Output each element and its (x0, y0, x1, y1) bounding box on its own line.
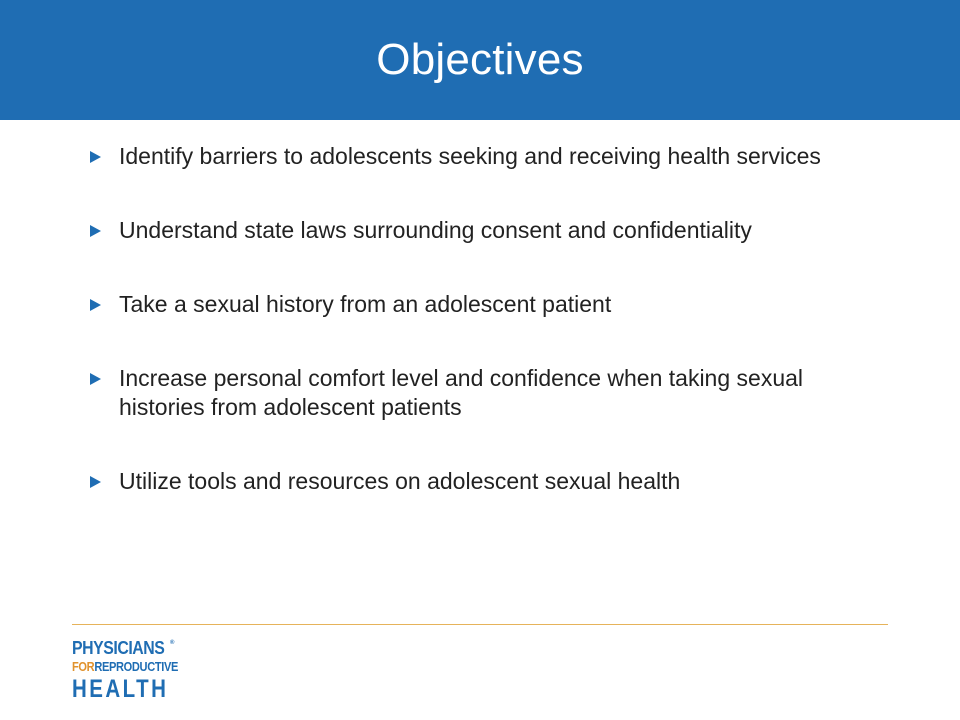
list-item (88, 364, 888, 422)
logo-reproductive: REPRODUCTIVE (94, 659, 179, 674)
physicians-for-reproductive-health-logo (72, 638, 182, 704)
arrow-bullet-icon (90, 476, 101, 488)
registered-mark: ® (170, 640, 175, 646)
logo-line-for-reproductive (72, 659, 178, 675)
logo-line-physicians: PHYSICIANS (72, 638, 165, 658)
logo-line-health: HEALTH (72, 675, 169, 703)
bullet-text: Utilize tools and resources on adolescent sexual health (119, 468, 681, 494)
list-item (88, 290, 888, 319)
logo-for: FOR (72, 659, 95, 674)
arrow-bullet-icon (90, 373, 101, 385)
arrow-bullet-icon (90, 151, 101, 163)
objectives-list (88, 142, 888, 541)
bullet-text: Identify barriers to adolescents seeking and receiving health services (119, 143, 821, 169)
bullet-text: Understand state laws surrounding consent and confidentiality (119, 217, 752, 243)
title-bar (0, 0, 960, 120)
list-item (88, 216, 888, 245)
list-item (88, 467, 888, 496)
list-item (88, 142, 888, 171)
bullet-text: Increase personal comfort level and confidence when taking sexual histories from adolescent patients (119, 365, 804, 420)
bullet-text: Take a sexual history from an adolescent patient (119, 291, 612, 317)
arrow-bullet-icon (90, 299, 101, 311)
slide-title: Objectives (376, 35, 584, 84)
footer-divider (72, 624, 888, 625)
arrow-bullet-icon (90, 225, 101, 237)
